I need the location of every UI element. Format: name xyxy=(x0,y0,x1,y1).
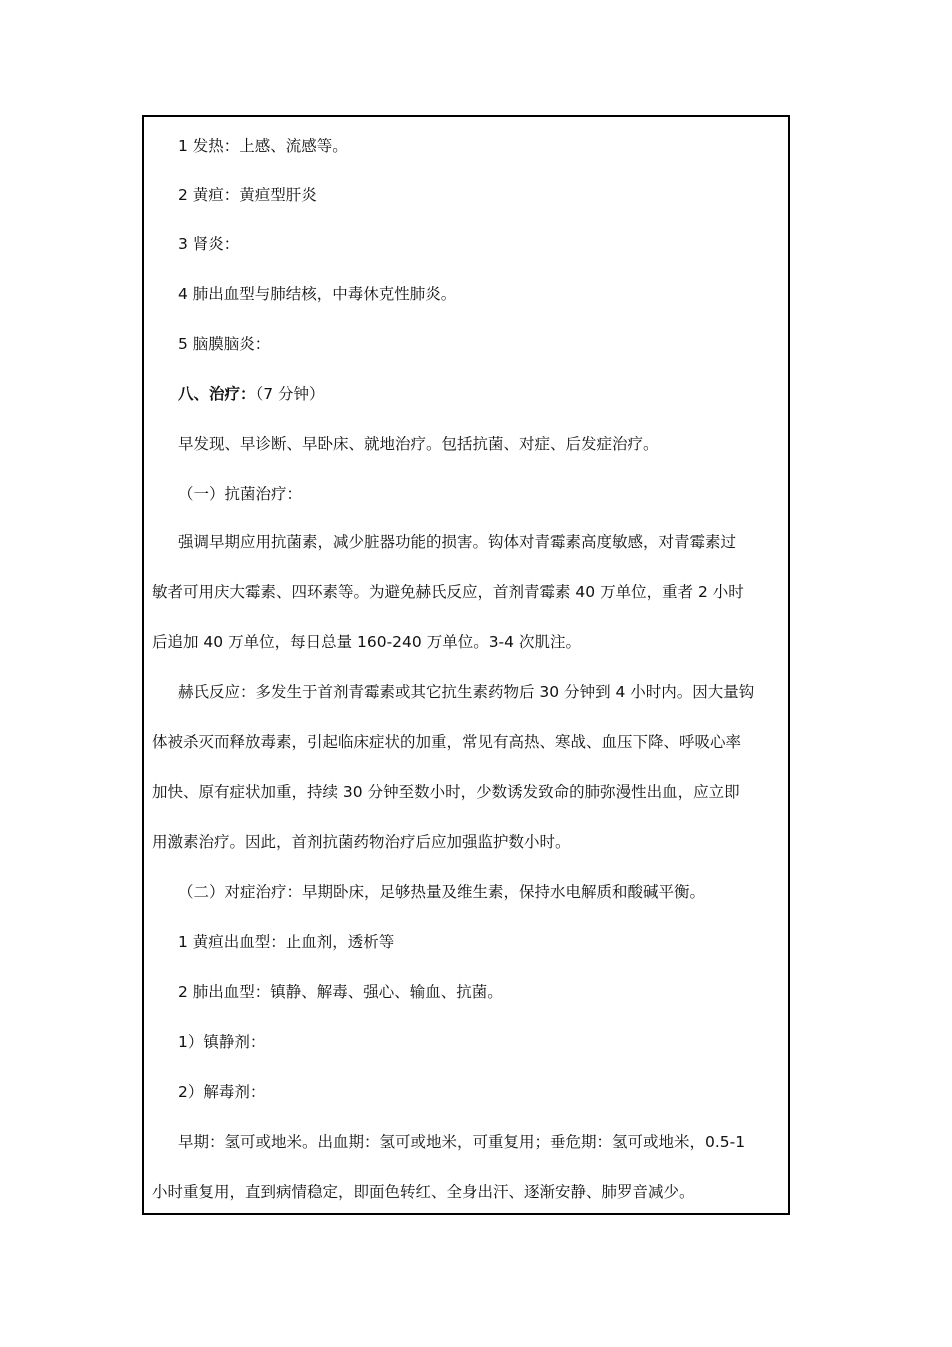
text-line: 后追加 40 万单位，每日总量 160-240 万单位。3-4 次肌注。 xyxy=(152,633,581,651)
text-line: 1 发热：上感、流感等。 xyxy=(178,137,348,155)
section-heading-title: 八、治疗： xyxy=(178,385,256,403)
text-line: 4 肺出血型与肺结核，中毒休克性肺炎。 xyxy=(178,285,457,303)
bordered-text-frame xyxy=(142,115,790,1215)
text-line: 加快、原有症状加重，持续 30 分钟至数小时，少数诱发致命的肺弥漫性出血，应立即 xyxy=(152,783,740,801)
section-heading xyxy=(178,381,782,407)
text-line: 赫氏反应：多发生于首剂青霉素或其它抗生素药物后 30 分钟到 4 小时内。因大量钩 xyxy=(178,683,755,701)
text-line: 2）解毒剂： xyxy=(178,1083,266,1101)
section-heading-duration: （7 分钟） xyxy=(255,385,325,403)
text-line: 早发现、早诊断、早卧床、就地治疗。包括抗菌、对症、后发症治疗。 xyxy=(178,435,659,453)
text-line: 1）镇静剂： xyxy=(178,1033,266,1051)
text-line: 1 黄疸出血型：止血剂，透析等 xyxy=(178,933,395,951)
text-line: 小时重复用，直到病情稳定，即面色转红、全身出汗、逐渐安静、肺罗音减少。 xyxy=(152,1183,695,1201)
text-line: 2 肺出血型：镇静、解毒、强心、输血、抗菌。 xyxy=(178,983,503,1001)
text-line: 体被杀灭而释放毒素，引起临床症状的加重，常见有高热、寒战、血压下降、呼吸心率 xyxy=(152,733,742,751)
text-line: 早期：氢可或地米。出血期：氢可或地米，可重复用；垂危期：氢可或地米，0.5-1 xyxy=(178,1133,746,1151)
text-line: 用激素治疗。因此，首剂抗菌药物治疗后应加强监护数小时。 xyxy=(152,833,571,851)
text-line: 敏者可用庆大霉素、四环素等。为避免赫氏反应，首剂青霉素 40 万单位，重者 2 小时 xyxy=(152,583,744,601)
text-line: （一）抗菌治疗： xyxy=(178,485,303,503)
text-line: （二）对症治疗：早期卧床，足够热量及维生素，保持水电解质和酸碱平衡。 xyxy=(178,883,706,901)
text-line: 3 肾炎： xyxy=(178,235,240,253)
text-line: 5 脑膜脑炎： xyxy=(178,335,271,353)
text-line: 强调早期应用抗菌素，减少脏器功能的损害。钩体对青霉素高度敏感，对青霉素过 xyxy=(178,533,737,551)
text-line: 2 黄疸：黄疸型肝炎 xyxy=(178,186,317,204)
